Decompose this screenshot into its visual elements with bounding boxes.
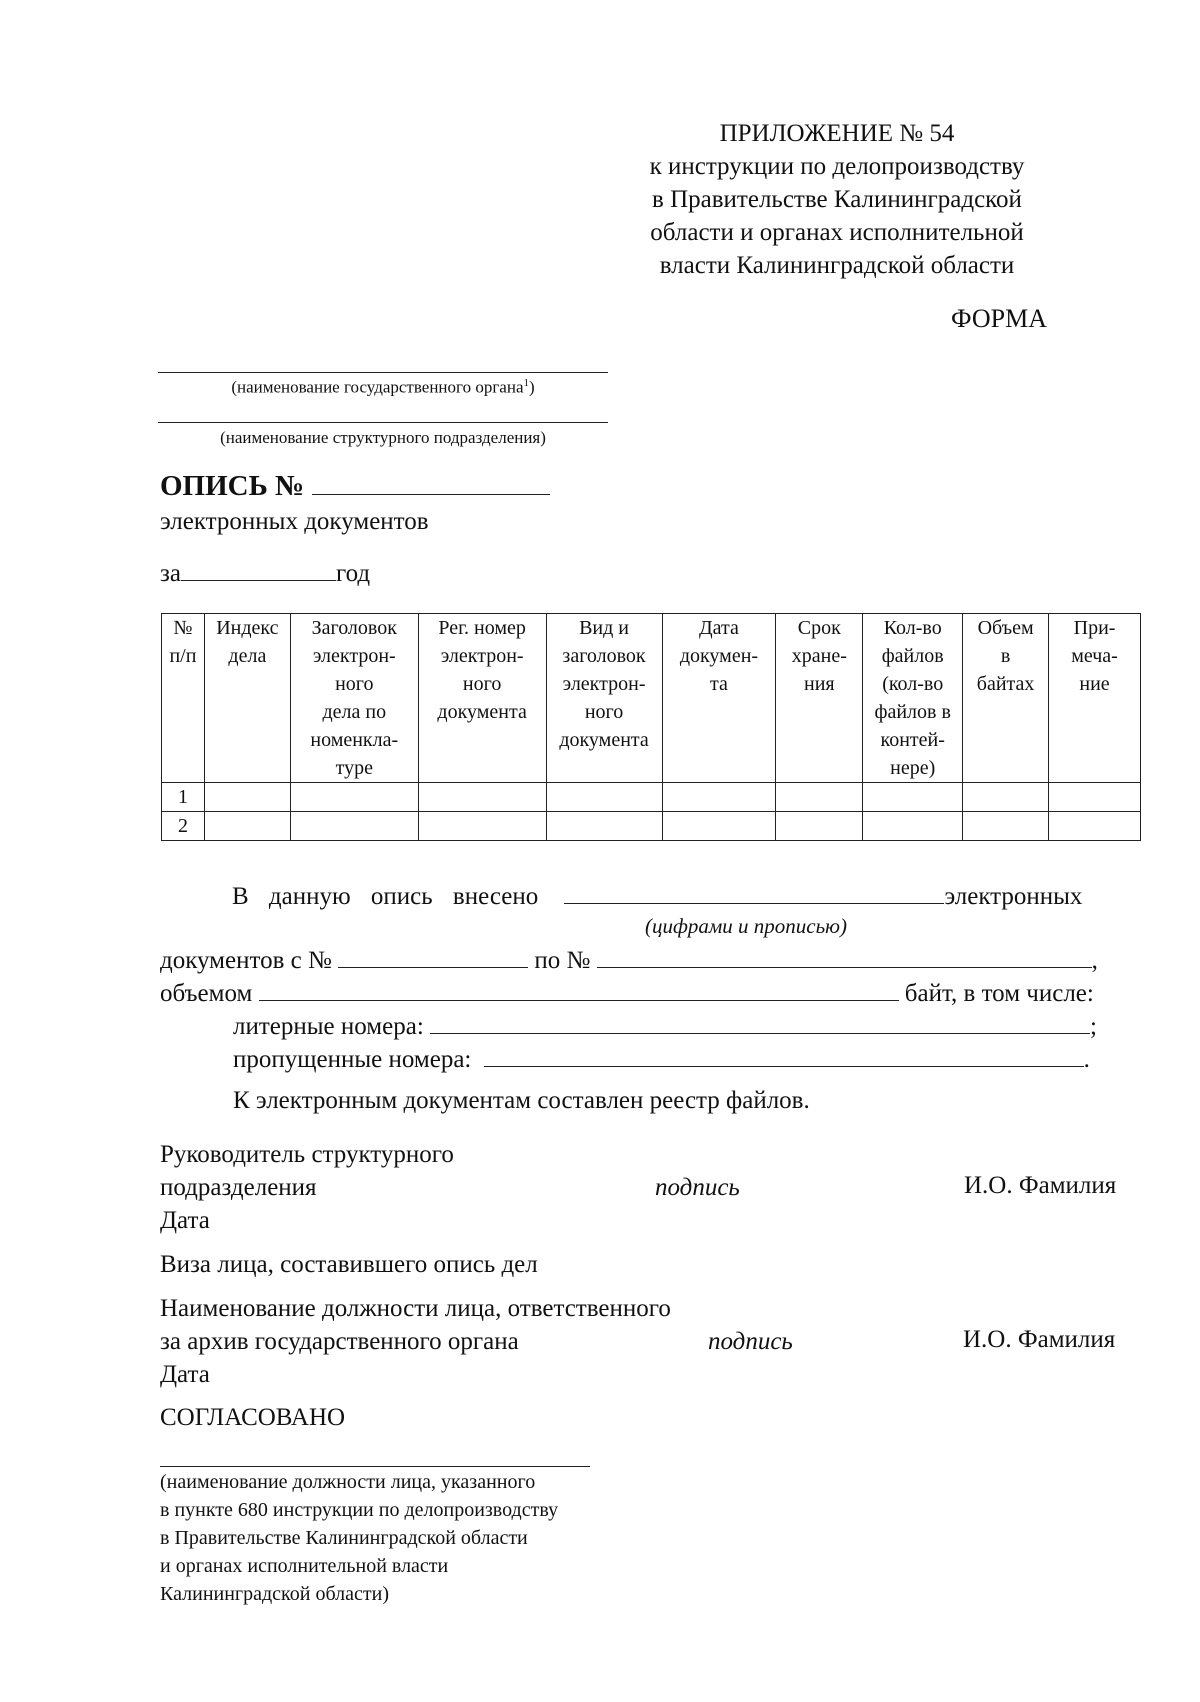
column-header-line: дела <box>228 645 267 667</box>
inventory-table <box>161 613 1141 841</box>
head-signature[interactable]: подпись <box>655 1174 740 1201</box>
year-suffix: год <box>335 560 371 587</box>
column-header-line: ния <box>804 673 835 695</box>
paragraph-missing: пропущенные номера: . <box>233 1046 1090 1073</box>
column-header-line: нере) <box>890 757 936 779</box>
to-number-blank[interactable] <box>597 945 1092 968</box>
table-cell[interactable] <box>418 812 546 841</box>
column-header-line: заголовок <box>562 645 646 667</box>
column-header-line: Рег. номер <box>438 617 526 639</box>
column-header-line: файлов в <box>874 701 951 723</box>
column-header <box>863 614 963 783</box>
head-title-2: подразделения <box>160 1174 317 1201</box>
volume-blank[interactable] <box>259 978 899 1001</box>
archive-signature[interactable]: подпись <box>708 1328 793 1355</box>
column-header <box>776 614 863 783</box>
table-cell[interactable] <box>662 812 776 841</box>
column-header-line: докумен- <box>679 645 759 667</box>
agreed-caption: (наименование должности лица, указанного в пункте 680 инструкции по делопроизводству в Правительстве Калининградской области и органах исполнительной власти Калининградской области) <box>160 1471 559 1605</box>
column-header-line: ного <box>584 701 624 723</box>
table-cell[interactable] <box>776 812 863 841</box>
column-header-line: Срок <box>797 617 841 639</box>
paragraph-range: документов с № по № , <box>160 947 1098 974</box>
column-header-line: меча- <box>1071 645 1118 667</box>
column-header <box>418 614 546 783</box>
table-cell[interactable] <box>1049 783 1141 812</box>
column-header-line: № <box>173 617 193 639</box>
archive-date: Дата <box>160 1361 210 1388</box>
column-header-line: Вид и <box>579 617 629 639</box>
table-cell[interactable] <box>776 783 863 812</box>
column-header-line: ного <box>462 673 502 695</box>
head-title-1: Руководитель структурного <box>160 1141 454 1168</box>
column-header <box>204 614 290 783</box>
column-header-line: дела по <box>322 701 387 723</box>
count-hint: (цифрами и прописью) <box>645 914 847 938</box>
column-header <box>1049 614 1141 783</box>
column-header-line: (кол-во <box>882 673 944 695</box>
column-header-line: Заголовок <box>311 617 397 639</box>
footnote-mark: 1 <box>523 377 529 389</box>
table-cell[interactable] <box>1049 812 1141 841</box>
year-prefix: за <box>160 560 181 587</box>
table-row <box>162 783 1141 812</box>
column-header-line: электрон- <box>440 645 524 667</box>
count-blank[interactable] <box>564 881 944 904</box>
column-header-line: ного <box>335 673 374 695</box>
column-header-line: п/п <box>169 645 197 667</box>
column-header-line: Индекс <box>216 617 279 639</box>
archive-title-2: за архив государственного органа <box>160 1328 519 1355</box>
column-header-line: Объем <box>977 617 1034 639</box>
registry-note: К электронным документам составлен реестр файлов. <box>233 1087 810 1114</box>
head-block <box>160 1138 454 1237</box>
from-number-blank[interactable] <box>338 945 528 968</box>
column-header-line: ние <box>1079 673 1110 695</box>
inventory-subtitle: электронных документов <box>160 508 429 535</box>
column-header-line: контей- <box>880 729 945 751</box>
table-cell[interactable] <box>863 783 963 812</box>
archive-name: И.О. Фамилия <box>963 1326 1116 1353</box>
count-text: В данную опись внесено <box>232 883 539 910</box>
table-cell[interactable] <box>546 783 662 812</box>
column-header-line: Кол-во <box>883 617 942 639</box>
literal-numbers-blank[interactable] <box>430 1011 1090 1034</box>
archive-block <box>160 1292 671 1391</box>
column-header <box>662 614 776 783</box>
appendix-header <box>627 117 1047 282</box>
table-cell[interactable] <box>662 783 776 812</box>
department-caption: (наименование структурного подразделения) <box>220 428 546 447</box>
archive-title-1: Наименование должности лица, ответственного <box>160 1295 671 1322</box>
appendix-line-1: к инструкции по делопроизводству <box>649 153 1025 180</box>
year-row <box>160 560 370 588</box>
inventory-title <box>160 470 550 503</box>
head-name: И.О. Фамилия <box>964 1172 1117 1199</box>
missing-numbers-blank[interactable] <box>484 1044 1084 1067</box>
paragraph-literal: литерные номера: ; <box>233 1013 1097 1040</box>
column-header-line: файлов <box>881 645 944 667</box>
appendix-line-2: в Правительстве Калининградской <box>652 186 1022 213</box>
table-cell[interactable] <box>204 783 290 812</box>
agreed-label: СОГЛАСОВАНО <box>160 1404 346 1431</box>
visa-line: Виза лица, составившего опись дел <box>160 1251 538 1278</box>
column-header-line: Дата <box>699 617 739 639</box>
count-end: электронных <box>944 883 1083 910</box>
paragraph-volume: объемом байт, в том числе: <box>160 980 1094 1007</box>
table-cell[interactable] <box>863 812 963 841</box>
column-header <box>290 614 418 783</box>
table-row <box>162 812 1141 841</box>
column-header-line: в <box>1000 645 1011 667</box>
inventory-title-text: ОПИСЬ № <box>160 470 305 502</box>
table-header-row <box>162 614 1141 783</box>
table-cell[interactable] <box>418 783 546 812</box>
appendix-number: ПРИЛОЖЕНИЕ № 54 <box>719 120 955 147</box>
column-header-line: документа <box>559 729 649 751</box>
form-label: ФОРМА <box>951 304 1047 333</box>
column-header-line: При- <box>1073 617 1116 639</box>
row-number: 2 <box>162 812 205 841</box>
column-header-line: байтах <box>976 673 1035 695</box>
column-header-line: туре <box>335 757 373 779</box>
table-cell[interactable] <box>546 812 662 841</box>
column-header <box>546 614 662 783</box>
appendix-line-4: власти Калининградской области <box>659 252 1015 279</box>
column-header-line: электрон- <box>312 645 396 667</box>
table-cell[interactable] <box>963 812 1049 841</box>
head-date: Дата <box>160 1207 210 1234</box>
agreed-position-line[interactable] <box>160 1466 590 1467</box>
table-cell[interactable] <box>290 812 418 841</box>
column-header-line: хране- <box>791 645 847 667</box>
inventory-number-blank[interactable] <box>312 470 550 495</box>
department-line[interactable] <box>158 422 608 423</box>
paragraph-count <box>160 880 1140 913</box>
table-cell[interactable] <box>204 812 290 841</box>
column-header-line: документа <box>437 701 527 723</box>
column-header <box>963 614 1049 783</box>
row-number: 1 <box>162 783 205 812</box>
gov-body-line[interactable] <box>158 372 608 373</box>
gov-body-caption: (наименование государственного органа$^1$) <box>231 377 535 397</box>
table-cell[interactable] <box>963 783 1049 812</box>
column-header-line: номенкла- <box>310 729 399 751</box>
column-header-line: та <box>710 673 728 695</box>
table-cell[interactable] <box>290 783 418 812</box>
year-blank[interactable] <box>181 560 336 581</box>
appendix-line-3: области и органах исполнительной <box>650 219 1024 246</box>
column-header <box>162 614 205 783</box>
column-header-line: электрон- <box>562 673 646 695</box>
